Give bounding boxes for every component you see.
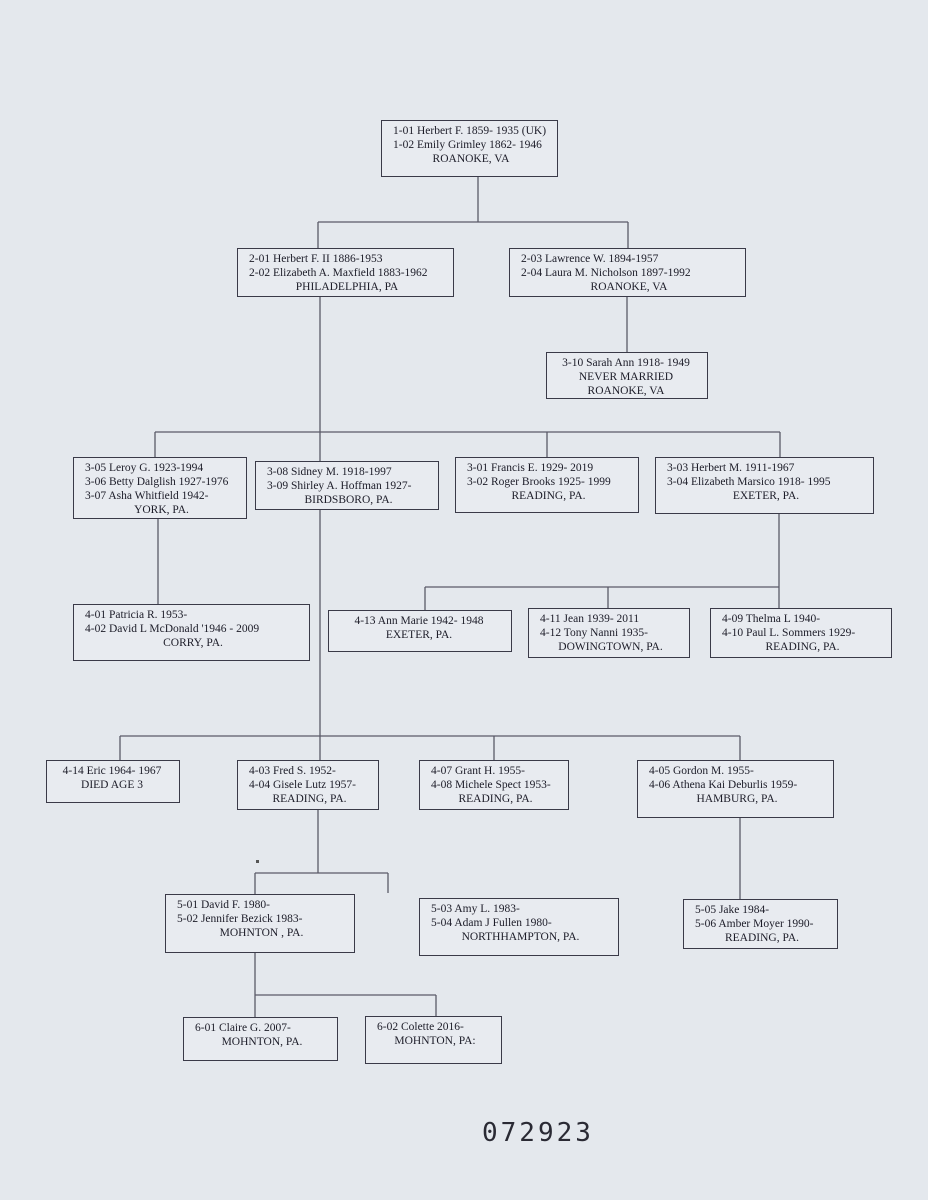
- member-line: 3-08 Sidney M. 1918-1997: [267, 466, 392, 478]
- family-box-jake: [683, 899, 838, 949]
- family-box-sarah: [546, 352, 708, 399]
- member-line: 2-01 Herbert F. II 1886-1953: [249, 253, 383, 265]
- member-line: 4-13 Ann Marie 1942- 1948: [354, 615, 484, 627]
- member-line: 4-09 Thelma L 1940-: [722, 613, 821, 625]
- status-label: NEVER MARRIED: [578, 371, 674, 383]
- family-box-sidney: [255, 461, 439, 510]
- member-line: 4-11 Jean 1939- 2011: [540, 613, 640, 625]
- member-line: 5-01 David F. 1980-: [177, 899, 270, 911]
- location-label: NORTHHAMPTON, PA.: [461, 931, 580, 943]
- location-label: EXETER, PA.: [385, 629, 453, 641]
- location-label: READING, PA.: [765, 641, 840, 653]
- member-line: 3-04 Elizabeth Marsico 1918- 1995: [667, 476, 831, 488]
- member-line: 5-02 Jennifer Bezick 1983-: [177, 913, 303, 925]
- family-box-fred: [237, 760, 379, 810]
- family-box-patricia: [73, 604, 310, 661]
- member-line: 6-01 Claire G. 2007-: [195, 1022, 291, 1034]
- family-box-thelma: [710, 608, 892, 658]
- location-label: READING, PA.: [511, 490, 586, 502]
- member-line: 4-14 Eric 1964- 1967: [62, 765, 162, 777]
- location-label: READING, PA.: [458, 793, 533, 805]
- location-label: MOHNTON, PA.: [221, 1036, 303, 1048]
- member-line: 2-03 Lawrence W. 1894-1957: [521, 253, 659, 265]
- family-box-david-f: [165, 894, 355, 953]
- member-line: 3-05 Leroy G. 1923-1994: [85, 462, 204, 474]
- location-label: ROANOKE, VA: [432, 153, 510, 165]
- member-line: 3-09 Shirley A. Hoffman 1927-: [267, 480, 412, 492]
- member-line: 5-04 Adam J Fullen 1980-: [431, 917, 552, 929]
- member-line: 2-04 Laura M. Nicholson 1897-1992: [521, 267, 691, 279]
- location-label: MOHNTON, PA:: [394, 1035, 476, 1047]
- member-line: 4-07 Grant H. 1955-: [431, 765, 525, 777]
- family-box-herbert-m: [655, 457, 874, 514]
- member-line: 2-02 Elizabeth A. Maxfield 1883-1962: [249, 267, 428, 279]
- member-line: 4-12 Tony Nanni 1935-: [540, 627, 648, 639]
- member-line: 5-03 Amy L. 1983-: [431, 903, 520, 915]
- family-box-amy: [419, 898, 619, 956]
- location-label: YORK, PA.: [134, 504, 189, 516]
- member-line: 1-01 Herbert F. 1859- 1935 (UK): [393, 125, 547, 137]
- family-box-claire: [183, 1017, 338, 1061]
- stray-mark: [256, 860, 259, 863]
- family-box-gordon: [637, 760, 834, 818]
- family-box-eric: [46, 760, 180, 803]
- member-line: 1-02 Emily Grimley 1862- 1946: [393, 139, 542, 151]
- member-line: 4-08 Michele Spect 1953-: [431, 779, 551, 791]
- member-line: 4-06 Athena Kai Deburlis 1959-: [649, 779, 798, 791]
- family-box-gen1: [381, 120, 558, 177]
- member-line: 3-03 Herbert M. 1911-1967: [667, 462, 795, 474]
- location-label: HAMBURG, PA.: [696, 793, 778, 805]
- location-label: READING, PA.: [272, 793, 347, 805]
- member-line: 3-07 Asha Whitfield 1942-: [85, 490, 209, 502]
- member-line: 5-05 Jake 1984-: [695, 904, 770, 916]
- family-box-francis: [455, 457, 639, 513]
- member-line: 3-02 Roger Brooks 1925- 1999: [467, 476, 611, 488]
- member-line: 4-02 David L McDonald '1946 - 2009: [85, 623, 260, 635]
- location-label: PHILADELPHIA, PA: [295, 281, 399, 293]
- member-line: 4-05 Gordon M. 1955-: [649, 765, 754, 777]
- location-label: ROANOKE, VA: [587, 385, 665, 397]
- family-box-jean: [528, 608, 690, 658]
- member-line: 4-01 Patricia R. 1953-: [85, 609, 188, 621]
- member-line: 6-02 Colette 2016-: [377, 1021, 464, 1033]
- member-line: 3-06 Betty Dalglish 1927-1976: [85, 476, 229, 488]
- member-line: 4-10 Paul L. Sommers 1929-: [722, 627, 856, 639]
- location-label: READING, PA.: [724, 932, 799, 944]
- member-line: 4-03 Fred S. 1952-: [249, 765, 336, 777]
- member-line: 3-01 Francis E. 1929- 2019: [467, 462, 594, 474]
- family-box-lawrence: [509, 248, 746, 297]
- family-box-colette: [365, 1016, 502, 1064]
- member-line: 5-06 Amber Moyer 1990-: [695, 918, 814, 930]
- family-box-herbert-f-ii: [237, 248, 454, 297]
- location-label: MOHNTON , PA.: [219, 927, 304, 939]
- location-label: BIRDSBORO, PA.: [304, 494, 393, 506]
- status-label: DIED AGE 3: [81, 779, 143, 791]
- family-box-grant: [419, 760, 569, 810]
- family-box-ann-marie: [328, 610, 512, 652]
- family-box-leroy: [73, 457, 247, 519]
- location-label: DOWINGTOWN, PA.: [558, 641, 663, 653]
- document-number: 072923: [482, 1118, 594, 1148]
- location-label: ROANOKE, VA: [590, 281, 668, 293]
- member-line: 3-10 Sarah Ann 1918- 1949: [562, 357, 690, 369]
- location-label: CORRY, PA.: [163, 637, 223, 649]
- member-line: 4-04 Gisele Lutz 1957-: [249, 779, 356, 791]
- location-label: EXETER, PA.: [732, 490, 800, 502]
